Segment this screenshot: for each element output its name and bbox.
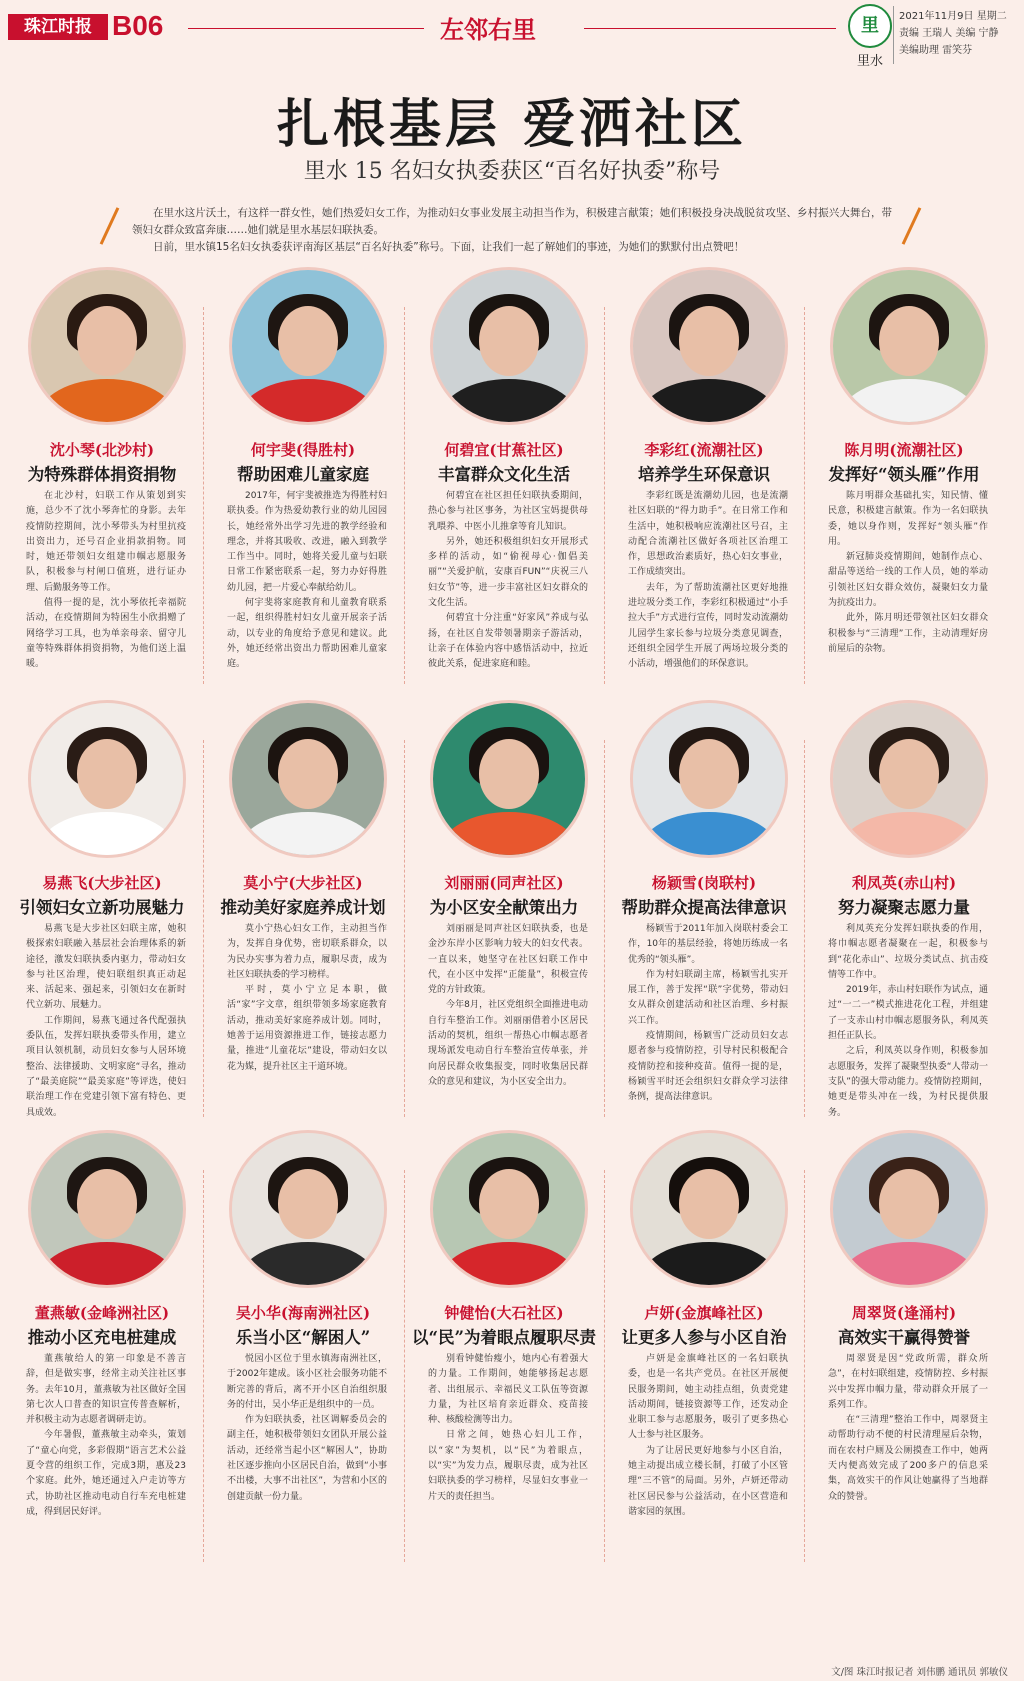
profile-headline: 为小区安全献策出力 xyxy=(429,898,579,917)
profile-name: 易燕飞(大步社区) xyxy=(42,874,162,892)
profile-card xyxy=(4,267,200,684)
portrait-photo xyxy=(430,1130,588,1288)
column-separator xyxy=(203,740,204,1117)
profile-card xyxy=(406,700,602,1117)
profile-card xyxy=(606,1130,802,1562)
portrait-photo xyxy=(229,700,387,858)
profile-paragraph: 疫情期间，杨颖雪广泛动员妇女志愿者参与疫情防控，引导村民积极配合疫情防控和接种疫苗。值得一提的是，杨颖雪平时还会组织妇女群众学习法律条例，提高法律意识。 xyxy=(628,1031,788,1103)
profile-card xyxy=(406,1130,602,1562)
profile-headline: 推动美好家庭养成计划 xyxy=(220,898,386,917)
column-separator xyxy=(804,307,805,684)
profile-paragraph: 陈月明群众基础扎实，知民情、懂民意，积极建言献策。作为一名妇联执委，她以身作则，发挥好“领头雁”作用。 xyxy=(828,491,988,547)
profile-paragraph: 别看钟健怡瘦小，她内心有着强大的力量。工作期间，她能够扬起志愿者、出组展示、幸福民义工队伍等资源力量，为社区培育亲近群众、疫苗接种、核酸检测等出力。 xyxy=(428,1354,588,1426)
column-separator xyxy=(604,1170,605,1562)
profile-paragraph: 为了让居民更好地参与小区自治，她主动提出成立楼长制，打破了小区管理“三不管”的局面。另外，卢妍还带动社区居民参与公益活动，在小区营造和谐家园的氛围。 xyxy=(628,1445,788,1517)
profile-paragraph: 何碧宜十分注重“好家风”养成与弘扬，在社区自发带领暑期亲子游活动，让亲子在体验内容中感悟活动中，拉近彼此关系，促进家庭和睦。 xyxy=(428,613,588,670)
profile-name: 莫小宁(大步社区) xyxy=(243,874,363,892)
profile-body xyxy=(828,489,988,684)
issue-meta xyxy=(899,8,1007,59)
profile-paragraph: 刘丽丽是同声社区妇联执委，也是金沙东岸小区影响力较大的妇女代表。一直以来，她坚守在社区妇联工作中代，在小区中发挥“正能量”，积极宣传党的方针政策。 xyxy=(428,924,588,996)
profile-body xyxy=(227,1352,387,1562)
column-separator xyxy=(404,1170,405,1562)
portrait-photo xyxy=(830,1130,988,1288)
page-header xyxy=(0,0,1024,69)
editor-line: 责编 王瑞人 美编 宁静 xyxy=(899,28,999,39)
profile-paragraph: 董燕敏给人的第一印象是不善言辞，但是做实事，经常主动关注社区事务。去年10月，董燕敏为社区做好全国第七次人口普查的知识宣传普查解析，并积极主动为志愿者调研走访。 xyxy=(26,1354,186,1426)
profile-paragraph: 平时，莫小宁立足本职，做活“家”字文章，组织带领多场家庭教育活动，推动美好家庭养成计划。同时，她善于运用资源推进工作，链接志愿力量，推进“儿童花坛”建设，带动妇女以花为媒，提升社区主干道环境。 xyxy=(227,985,387,1072)
profile-name: 利凤英(赤山村) xyxy=(851,874,957,892)
page-title: 扎根基层 爱洒社区 xyxy=(276,94,748,155)
profile-headline: 乐当小区“解困人” xyxy=(235,1328,371,1347)
column-separator xyxy=(203,1170,204,1562)
column-separator xyxy=(203,307,204,684)
issue-date: 2021年11月9日 星期二 xyxy=(899,11,1007,22)
portrait-photo xyxy=(229,1130,387,1288)
profile-name: 周翠贤(逢涌村) xyxy=(851,1304,957,1322)
page-number: B06 xyxy=(112,10,164,41)
portrait-photo xyxy=(830,267,988,425)
byline: 文/图 珠江时报记者 刘伟鹏 通讯员 郭敏仪 xyxy=(831,1667,1008,1678)
profile-card xyxy=(205,267,401,684)
column-separator xyxy=(604,740,605,1117)
profile-body xyxy=(26,1352,186,1562)
profile-headline: 丰富群众文化生活 xyxy=(438,465,570,484)
profile-name: 董燕敏(金峰洲社区) xyxy=(34,1304,170,1322)
profile-paragraph: 此外，陈月明还带领社区妇女群众积极参与“三清理”工作，主动清理好房前屋后的杂物。 xyxy=(828,613,988,654)
profile-paragraph: 作为妇联执委，社区调解委员会的副主任，她积极带领妇女团队开展公益活动，还经常当起小区“解困人”，协助社区逐步推向小区居民自治，做到“小事不出楼，大事不出社区”，为营和小区的创建贡献一份力量。 xyxy=(227,1415,387,1502)
profile-body xyxy=(628,1352,788,1562)
intro-paragraph: 日前，里水镇15名妇女执委获评南海区基层“百名好执委”称号。下面，让我们一起了解她们的事迹，为她们的默默付出点赞吧！ xyxy=(153,241,745,253)
profile-paragraph: 周翠贤是因“党政所需，群众所急”，在村妇联组建，疫情防控、乡村振兴中发挥巾帼力量，带动群众开展了一系列工作。 xyxy=(828,1354,988,1410)
profile-headline: 努力凝聚志愿力量 xyxy=(838,898,970,917)
portrait-photo xyxy=(430,700,588,858)
profile-body xyxy=(26,922,186,1117)
profile-card xyxy=(806,267,1002,684)
profile-name: 沈小琴(北沙村) xyxy=(49,441,155,459)
profile-paragraph: 易燕飞是大步社区妇联主席，她积极探索妇联融入基层社会治理体系的新途径，激发妇联执委内驱力，带动妇女参与社区治理，使妇联组织真正动起来、活起来、强起来，引领妇女在新时代立新功、展魅力。 xyxy=(26,924,186,1011)
profile-headline: 推动小区充电桩建成 xyxy=(27,1328,177,1347)
profile-paragraph: 悦园小区位于里水镇海南洲社区，于2002年建成。该小区社会服务功能不断完善的背后，离不开小区自治组织服务的付出，吴小华正是组织中的一员。 xyxy=(227,1354,387,1410)
editor-line: 美编助理 雷笑芬 xyxy=(899,45,973,56)
profile-headline: 培养学生环保意识 xyxy=(638,465,770,484)
profile-paragraph: 新冠肺炎疫情期间，她制作点心、甜品等送给一线的工作人员，她的举动引领社区妇女群众效仿，凝聚妇女力量为抗疫出力。 xyxy=(828,552,988,609)
profile-paragraph: 今年暑假，董燕敏主动牵头，策划了“童心向党，多彩假期”语言艺术公益夏令营的组织工作，完成3期，惠及23个家庭。此外，她还通过入户走访等方式，协助社区推动电动自行车充电桩建成，得到居民好评。 xyxy=(26,1430,186,1517)
portrait-photo xyxy=(28,700,186,858)
profile-headline: 为特殊群体捐资捐物 xyxy=(27,465,177,484)
profile-body xyxy=(428,489,588,684)
profile-body xyxy=(828,1352,988,1562)
profile-name: 何碧宜(甘蕉社区) xyxy=(444,441,564,459)
profile-paragraph: 值得一提的是，沈小琴依托幸福院活动，在疫情期间为特困生小欣捐赠了网络学习工具，也为单亲母亲、留守儿童等特殊群体捐资捐物，为他们送上温暖。 xyxy=(26,598,186,670)
profile-body xyxy=(227,489,387,684)
profile-paragraph: 莫小宁热心妇女工作，主动担当作为，发挥自身优势，密切联系群众，以为民办实事为着力点，履职尽责，成为社区妇联执委的学习榜样。 xyxy=(227,924,387,980)
portrait-photo xyxy=(630,267,788,425)
profile-body xyxy=(428,922,588,1117)
profile-paragraph: 今年8月，社区党组织全面推进电动自行车整治工作。刘丽丽借着小区居民活动的契机，组织一帮热心巾帼志愿者现场派发电动自行车整治宣传单张，并向居民群众收集报变，同时收集居民群众的意见和建议，为小区安全出力。 xyxy=(428,1000,588,1087)
profile-paragraph: 在“三清理”整治工作中，周翠贤主动帮助行动不便的村民清理屋后杂物，而在农村户厕及公厕摸查工作中，她两天内便高效完成了200多户的信息采集，高效实干的作风让她赢得了当地群众的赞誉。 xyxy=(828,1415,988,1502)
profile-card xyxy=(806,1130,1002,1562)
decor-slash-right xyxy=(902,207,922,245)
header-divider xyxy=(893,6,894,64)
portrait-photo xyxy=(28,267,186,425)
profile-name: 李彩红(流潮社区) xyxy=(644,441,764,459)
profile-card xyxy=(205,1130,401,1562)
profile-paragraph: 工作期间，易燕飞通过各代配强执委队伍，发挥妇联执委带头作用，建立项目认领机制，动员妇女参与人居环境整治、法律援助、文明家庭“寻名，推动了“最美庭院”“最美家庭”等评选，使妇联治理工作在党建引领下富有特色、更具成效。 xyxy=(26,1015,186,1117)
profile-paragraph: 卢妍是金旗峰社区的一名妇联执委，也是一名共产党员。在社区开展便民服务期间，她主动挂点组，负责党建活动期间，链接资源等工作，还发动企业职工参与志愿服务，吸引了更多热心人士参与社区服务。 xyxy=(628,1354,788,1441)
column-separator xyxy=(404,740,405,1117)
profile-name: 刘丽丽(同声社区) xyxy=(444,874,564,892)
logo-caption: 里水 xyxy=(856,54,883,69)
portrait-photo xyxy=(630,1130,788,1288)
profile-paragraph: 去年，为了帮助流潮社区更好地推进垃圾分类工作，李彩红积极通过“小手拉大手”方式进行宣传，同时发动流潮幼儿园学生家长参与垃圾分类意见调查，还组织全园学生开展了两场垃圾分类的小活动，增强他们的环保意识。 xyxy=(628,582,788,670)
profile-name: 吴小华(海南洲社区) xyxy=(235,1304,371,1322)
profile-card xyxy=(4,700,200,1117)
profile-body xyxy=(628,922,788,1117)
lishui-logo-icon: 里 xyxy=(848,4,892,48)
profile-body xyxy=(428,1352,588,1562)
profile-paragraph: 在北沙村，妇联工作从策划到实施，总少不了沈小琴奔忙的身影。去年疫情防控期间，沈小琴带头为村里抗疫出资出力，还号召企业捐款捐物。同时，她还带领妇女组建巾帼志愿服务队，积极参与村闸口值班，进行证办理、后勤服务等工作。 xyxy=(26,491,186,593)
portrait-photo xyxy=(229,267,387,425)
profile-name: 杨颖雪(岗联村) xyxy=(651,874,757,892)
profile-paragraph: 2017年，何宇斐被推选为得胜村妇联执委。作为热爱幼教行业的幼儿园园长，她经常外出学习先进的教学经验和理念，并将其吸收、改进，融入到教学工作当中。同时，她将关爱儿童与妇联日常工作紧密联系一起，努力办好得胜幼儿园，把一片爱心奉献给幼儿。 xyxy=(227,491,387,593)
profile-headline: 发挥好“领头雁”作用 xyxy=(828,465,980,484)
profile-paragraph: 何宇斐将家庭教育和儿童教育联系一起，组织得胜村妇女儿童开展亲子活动，以专业的角度给予意见和建议。此外，她还经常出资出力帮助困难儿童家庭。 xyxy=(227,598,387,670)
profile-card xyxy=(406,267,602,684)
profile-headline: 引领妇女立新功展魅力 xyxy=(19,898,185,917)
profile-name: 陈月明(流潮社区) xyxy=(844,441,964,459)
header-rule-left xyxy=(188,28,424,29)
column-separator xyxy=(404,307,405,684)
portrait-photo xyxy=(430,267,588,425)
profile-headline: 让更多人参与小区自治 xyxy=(621,1328,787,1347)
profile-body xyxy=(828,922,988,1117)
profile-headline: 以“民”为着眼点履职尽责 xyxy=(412,1328,596,1347)
portrait-photo xyxy=(830,700,988,858)
portrait-photo xyxy=(630,700,788,858)
profile-body xyxy=(227,922,387,1117)
profile-card xyxy=(4,1130,200,1562)
column-separator xyxy=(804,1170,805,1562)
newspaper-brand: 珠江时报 xyxy=(8,14,108,40)
decor-slash-left xyxy=(100,207,120,245)
profile-name: 何宇斐(得胜村) xyxy=(250,441,356,459)
profile-paragraph: 杨颖雪于2011年加入岗联村委会工作，10年的基层经验，将她历练成一名优秀的“领头雁”。 xyxy=(628,924,788,965)
intro-paragraph: 在里水这片沃土，有这样一群女性，她们热爱妇女工作，为推动妇女事业发展主动担当作为，积极建言献策；她们积极投身决战脱贫攻坚、乡村振兴大舞台，带领妇女群众致富奔康……她们就是里水基层妇联执委。 xyxy=(132,207,892,236)
profile-name: 卢妍(金旗峰社区) xyxy=(644,1304,764,1322)
profile-card xyxy=(606,267,802,684)
header-rule-right xyxy=(584,28,836,29)
profile-card xyxy=(205,700,401,1117)
profile-headline: 帮助群众提高法律意识 xyxy=(621,898,787,917)
profile-card xyxy=(606,700,802,1117)
profile-body xyxy=(628,489,788,684)
intro-text xyxy=(132,205,892,256)
column-separator xyxy=(804,740,805,1117)
profile-paragraph: 2019年，赤山村妇联作为试点，通过“一二一”模式推进花化工程，并组建了一支赤山村巾帼志愿服务队，利凤英担任正队长。 xyxy=(828,985,988,1042)
profile-paragraph: 利凤英充分发挥妇联执委的作用，将巾帼志愿者凝聚在一起，积极参与到“花化赤山”、垃圾分类试点、抗击疫情等工作中。 xyxy=(828,924,988,980)
profile-paragraph: 作为村妇联副主席，杨颖雪扎实开展工作，善于发挥“联”字优势，带动妇女从群众创建活动和社区治理、乡村振兴工作。 xyxy=(628,969,788,1026)
profile-headline: 高效实干赢得赞誉 xyxy=(838,1328,970,1347)
profile-paragraph: 之后，利凤英以身作则，积极参加志愿服务，发挥了凝聚型执委“人带动一支队”的强大带动能力。疫情防控期间，她更是带头冲在一线，为村民提供服务。 xyxy=(828,1046,988,1117)
profile-card xyxy=(806,700,1002,1117)
portrait-photo xyxy=(28,1130,186,1288)
profile-name: 钟健怡(大石社区) xyxy=(444,1304,564,1322)
profile-paragraph: 日常之间，她热心妇儿工作，以“家”为契机，以“民”为着眼点，以“实”为发力点，履职尽责，成为社区妇联执委的学习榜样，尽显妇女事业一片天的责任担当。 xyxy=(428,1430,588,1502)
profile-body xyxy=(26,489,186,684)
page-subtitle: 里水 15 名妇女执委获区“百名好执委”称号 xyxy=(303,159,721,184)
profile-paragraph: 李彩红既是流潮幼儿园，也是流潮社区妇联的“得力助手”。在日常工作和生活中，她积极响应流潮社区号召，主动配合流潮社区做好各项社区治理工作，思想政治素质好，热心妇女事业，工作成绩突出。 xyxy=(628,491,788,578)
profile-headline: 帮助困难儿童家庭 xyxy=(237,465,369,484)
profile-paragraph: 何碧宜在社区担任妇联执委期间，热心参与社区事务，为社区宝妈提供母乳喂养、中医小儿推拿等育儿知识。 xyxy=(428,491,588,532)
column-separator xyxy=(604,307,605,684)
profile-paragraph: 另外，她还积极组织妇女开展形式多样的活动，如“偷视母心·伽倡美丽”“关爱护航，安康百FUN”“庆祝三八妇女节”等，进一步丰富社区妇女群众的文化生活。 xyxy=(428,536,588,609)
section-title: 左邻右里 xyxy=(440,15,536,44)
